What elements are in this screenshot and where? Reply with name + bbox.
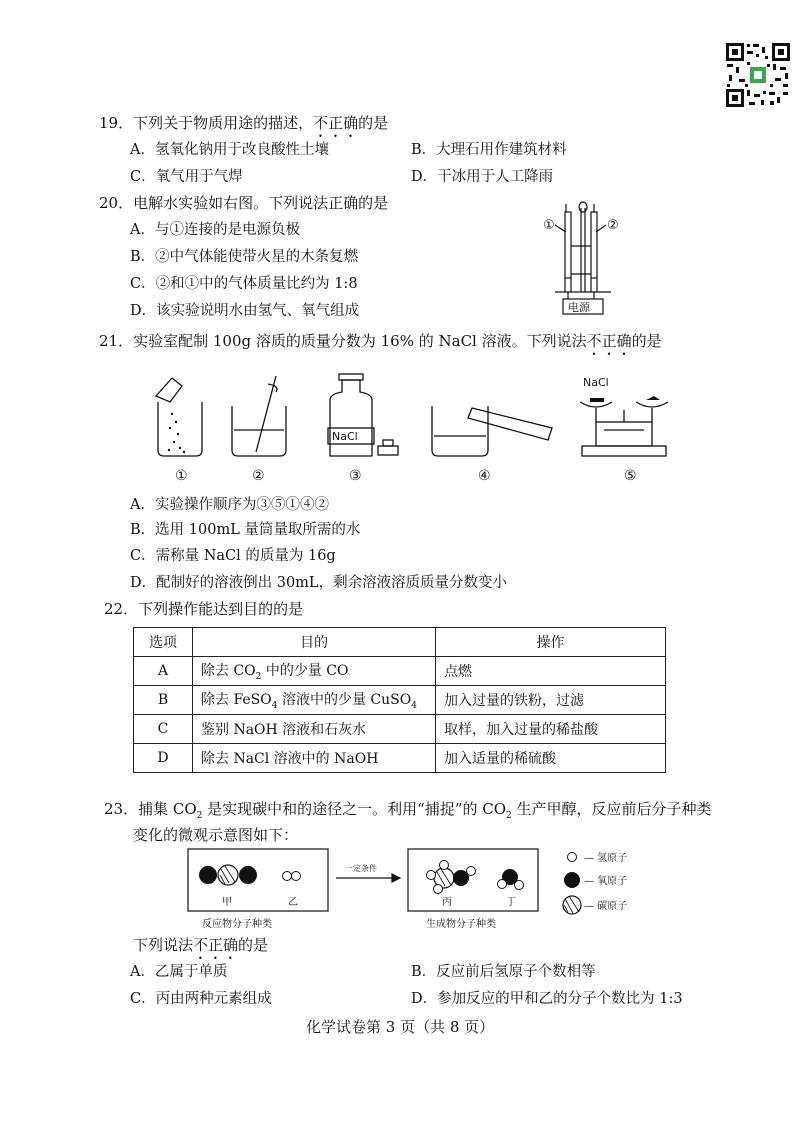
electrode-1-label: ① — [543, 218, 555, 233]
question-number: 19． — [99, 114, 134, 132]
table-row — [134, 744, 666, 773]
stem-text: 下列操作能达到目的的是 — [138, 600, 304, 618]
stem-text: 的是 — [238, 936, 269, 954]
q21-option-b: B．选用 100mL 量筒量取所需的水 — [130, 522, 361, 538]
subscript: 2 — [255, 671, 262, 682]
solution-preparation-figure — [150, 366, 680, 486]
q23-option-b: B．反应前后氢原子个数相等 — [411, 964, 596, 980]
subscript: 4 — [271, 700, 278, 711]
header-operation: 操作 — [436, 628, 666, 657]
q20-option-d: D．该实验说明水由氢气、氧气组成 — [130, 303, 360, 319]
emphasis-text: 不正确 — [586, 332, 632, 350]
stem-text: 电解水实验如右图。下列说法正确的是 — [133, 194, 389, 212]
step-3-label: ③ — [349, 468, 362, 484]
molecule-jia-label: 甲 — [222, 897, 232, 908]
q23-option-d: D．参加反应的甲和乙的分子个数比为 1:3 — [411, 991, 683, 1007]
q21-option-c: C．需称量 NaCl 的质量为 16g — [130, 548, 336, 564]
purpose-text: 除去 FeSO — [201, 692, 272, 709]
nacl-scale-label: NaCl — [583, 376, 609, 389]
q20-option-b: B．②中气体能使带火星的木条复燃 — [130, 249, 359, 265]
q19-option-b: B．大理石用作建筑材料 — [411, 142, 567, 158]
q20-stem — [99, 192, 388, 213]
row-purpose — [193, 657, 436, 686]
q21-option-d: D．配制好的溶液倒出 30mL，剩余溶液溶质质量分数变小 — [130, 575, 508, 591]
q20-option-a: A．与①连接的是电源负极 — [130, 222, 300, 238]
q23-stem-question — [133, 934, 268, 963]
stem-text: 捕集 CO — [138, 800, 197, 818]
subscript: 4 — [411, 700, 417, 711]
stem-text: 实验室配制 100g 溶质的质量分数为 16% 的 NaCl 溶液。下列说法 — [133, 332, 587, 350]
stem-text: 下列说法 — [133, 936, 194, 954]
step-2-label: ② — [252, 468, 265, 484]
subscript: 2 — [506, 811, 512, 821]
row-operation: 点燃 — [436, 657, 666, 686]
question-number: 21． — [99, 332, 134, 350]
stem-text: 的是 — [358, 114, 389, 132]
header-option: 选项 — [134, 628, 193, 657]
reaction-micro-diagram — [180, 845, 700, 933]
row-option: B — [134, 686, 193, 715]
question-number: 22． — [104, 600, 139, 618]
electrolysis-apparatus-figure — [535, 200, 640, 316]
step-1-label: ① — [175, 468, 188, 484]
table-row — [134, 686, 666, 715]
row-purpose — [193, 686, 436, 715]
row-operation: 取样，加入过量的稀盐酸 — [436, 715, 666, 744]
emphasis-text: 不正确 — [313, 114, 359, 132]
row-purpose: 除去 NaCl 溶液中的 NaOH — [193, 744, 436, 773]
legend-carbon: — 碳原子 — [584, 901, 628, 912]
row-option: C — [134, 715, 193, 744]
stem-text: 是实现碳中和的途径之一。利用“捕捉”的 CO — [202, 800, 507, 818]
question-number: 23． — [104, 800, 139, 818]
q21-option-a: A．实验操作顺序为③⑤①④② — [130, 497, 329, 513]
reactants-caption: 反应物分子种类 — [202, 919, 272, 930]
molecule-yi-label: 乙 — [288, 897, 298, 908]
q19-option-d: D．干冰用于人工降雨 — [411, 169, 554, 185]
table-header-row — [134, 628, 666, 657]
page-footer: 化学试卷第 3 页（共 8 页） — [306, 1018, 495, 1036]
question-number: 20． — [99, 194, 134, 212]
emphasis-text: 不正确 — [193, 936, 239, 954]
purpose-text: 溶液中的少量 CuSO — [277, 692, 412, 709]
legend-hydrogen: — 氢原子 — [584, 853, 628, 864]
step-5-label: ⑤ — [624, 468, 637, 484]
q21-stem — [99, 330, 662, 359]
q23-stem-line1 — [104, 798, 712, 821]
stem-text: 下列关于物质用途的描述， — [133, 114, 314, 132]
q20-option-c: C．②和①中的气体质量比约为 1:8 — [130, 276, 358, 292]
purpose-text: 中的少量 CO — [261, 663, 349, 680]
electrode-2-label: ② — [607, 218, 619, 233]
subscript: 2 — [196, 811, 203, 821]
stem-text: 的是 — [631, 332, 662, 350]
header-purpose: 目的 — [193, 628, 436, 657]
nacl-bottle-label: NaCl — [332, 430, 358, 443]
qr-code — [725, 42, 791, 108]
table-row — [134, 657, 666, 686]
molecule-bing-label: 丙 — [442, 897, 452, 908]
q22-stem — [104, 598, 303, 619]
q23-option-a: A．乙属于单质 — [130, 964, 228, 980]
row-option: A — [134, 657, 193, 686]
purpose-text: 除去 CO — [201, 663, 256, 680]
row-option: D — [134, 744, 193, 773]
power-supply-label: 电源 — [568, 301, 590, 314]
q22-options-table — [133, 627, 666, 773]
q23-option-c: C．丙由两种元素组成 — [130, 991, 272, 1007]
row-purpose: 鉴别 NaOH 溶液和石灰水 — [193, 715, 436, 744]
table-row — [134, 715, 666, 744]
q19-stem — [99, 112, 388, 141]
q19-option-a: A．氢氧化钠用于改良酸性土壤 — [130, 142, 329, 158]
molecule-ding-label: 丁 — [506, 897, 516, 908]
row-operation: 加入过量的铁粉，过滤 — [436, 686, 666, 715]
row-operation: 加入适量的稀硫酸 — [436, 744, 666, 773]
step-4-label: ④ — [478, 468, 491, 484]
stem-text: 生产甲醇，反应前后分子种类 — [511, 800, 712, 818]
legend-oxygen: — 氧原子 — [584, 876, 628, 887]
products-caption: 生成物分子种类 — [426, 919, 496, 930]
q23-stem-line2: 变化的微观示意图如下： — [133, 826, 299, 844]
reaction-condition-label: 一定条件 — [345, 864, 377, 873]
q19-option-c: C．氧气用于气焊 — [130, 169, 243, 185]
